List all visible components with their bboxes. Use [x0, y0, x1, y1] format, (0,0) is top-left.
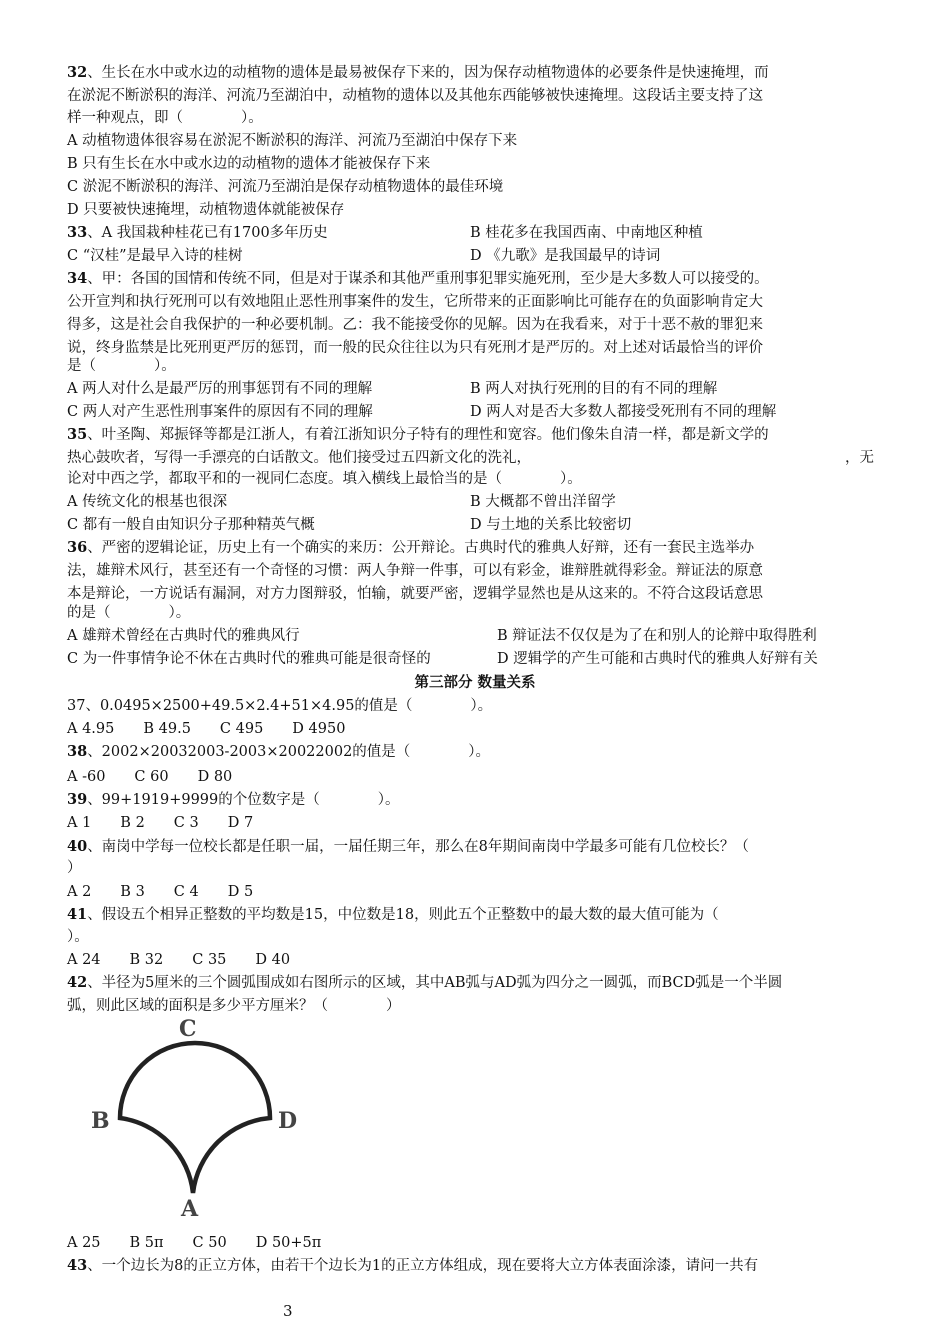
label-c: C — [179, 1018, 197, 1042]
q35-number: 35 — [67, 426, 88, 443]
q34-option-a: A 两人对什么是最严厉的刑事惩罚有不同的理解 — [67, 381, 373, 397]
q39-number: 39 — [67, 791, 88, 808]
q35-option-d: D 与土地的关系比较密切 — [470, 517, 632, 533]
q34-line-1: 34、甲：各国的国情和传统不同，但是对于谋杀和其他严重刑事犯罪实施死刑，至少是大多数人可以接受的。 — [67, 270, 769, 287]
q34-line-3: 得多，这是社会自我保护的一种必要机制。乙：我不能接受你的见解。因为在我看来，对于十恶不赦的罪犯来 — [67, 317, 763, 333]
q36-line-3: 本是辩论，一方说话有漏洞，对方力图辩驳，怕输，就要严密，逻辑学显然也是从这来的。不符合这段话意思 — [67, 586, 763, 602]
q34-option-c: C 两人对产生恶性刑事案件的原因有不同的理解 — [67, 404, 373, 420]
page-number: 3 — [283, 1302, 293, 1320]
q36-line-1: 36、严密的逻辑论证，历史上有一个确实的来历：公开辩论。古典时代的雅典人好辩，还有一套民主选举办 — [67, 539, 755, 556]
q41-number: 41 — [67, 906, 88, 923]
q38-number: 38 — [67, 743, 88, 760]
q35-line-3: 论对中西之学，都取平和的一视同仁态度。填入横线上最恰当的是（ ）。 — [67, 471, 582, 487]
q43-text: 43、一个边长为8的正立方体，由若干个边长为1的正立方体组成，现在要将大立方体表面涂漆，请问一共有 — [67, 1257, 759, 1274]
q35-option-b: B 大概都不曾出洋留学 — [470, 494, 616, 510]
q32-option-d: D 只要被快速掩埋，动植物遗体就能被保存 — [67, 202, 345, 218]
q33-option-d: D 《九歌》是我国最早的诗词 — [470, 248, 661, 264]
q41-text: 41、假设五个相异正整数的平均数是15，中位数是18，则此五个正整数中的最大数的最大值可能为（ — [67, 906, 719, 923]
label-d: D — [278, 1108, 298, 1134]
q43-number: 43 — [67, 1257, 88, 1274]
q34-line-5: 是（ ）。 — [67, 358, 176, 374]
q32-number: 32 — [67, 64, 88, 81]
q39-text: 39、99+1919+9999的个位数字是（ ）。 — [67, 791, 400, 808]
q33-number: 33 — [67, 224, 88, 241]
q36-option-d: D 逻辑学的产生可能和古典时代的雅典人好辩有关 — [497, 651, 818, 667]
q42-options: A 25 B 5π C 50 D 50+5π — [67, 1235, 322, 1251]
q32-option-a: A 动植物遗体很容易在淤泥不断淤积的海洋、河流乃至湖泊中保存下来 — [67, 133, 518, 149]
q36-number: 36 — [67, 539, 88, 556]
q36-line-2: 法，雄辩术风行，甚至还有一个奇怪的习惯：两人争辩一件事，可以有彩金，谁辩胜就得彩金。辩证法的原意 — [67, 563, 763, 579]
q33-option-a: 33、A 我国栽种桂花已有1700多年历史 — [67, 224, 328, 241]
q40-number: 40 — [67, 838, 88, 855]
q34-option-b: B 两人对执行死刑的目的有不同的理解 — [470, 381, 718, 397]
q35-line-2-tail: ，无 — [845, 450, 874, 466]
arc-region-figure — [85, 1018, 305, 1218]
label-a: A — [181, 1196, 199, 1218]
q36-line-4: 的是（ ）。 — [67, 605, 191, 621]
label-b: B — [91, 1108, 110, 1134]
q40-text: 40、南岗中学每一位校长都是任职一届，一届任期三年，那么在8年期间南岗中学最多可能有几位校长？（ — [67, 838, 749, 855]
q36-option-b: B 辩证法不仅仅是为了在和别人的论辩中取得胜利 — [497, 628, 817, 644]
q33-option-c: C “汉桂”是最早入诗的桂树 — [67, 248, 243, 264]
q38-options: A -60 C 60 D 80 — [67, 769, 233, 785]
q35-option-c: C 都有一般自由知识分子那种精英气概 — [67, 517, 315, 533]
q38-text: 38、2002×20032003-2003×20022002的值是（ ）。 — [67, 743, 491, 760]
q42-text: 42、半径为5厘米的三个圆弧围成如右图所示的区域，其中AB弧与AD弧为四分之一圆弧，而BCD弧是一个半圆 — [67, 974, 783, 991]
q42-text-2: 弧，则此区域的面积是多少平方厘米？（ ） — [67, 998, 401, 1014]
q32-line-3: 样一种观点，即（ ）。 — [67, 110, 263, 126]
section-title: 第三部分 数量关系 — [414, 674, 536, 691]
q32-option-b: B 只有生长在水中或水边的动植物的遗体才能被保存下来 — [67, 156, 431, 172]
q41-text-2: ）。 — [67, 929, 89, 945]
q32-line-1: 32、生长在水中或水边的动植物的遗体是最易被保存下来的，因为保存动植物遗体的必要条件是快速掩埋，而 — [67, 64, 769, 81]
q32-option-c: C 淤泥不断淤积的海洋、河流乃至湖泊是保存动植物遗体的最佳环境 — [67, 179, 504, 195]
q37-text: 37、0.0495×2500+49.5×2.4+51×4.95的值是（ ）。 — [67, 698, 493, 714]
q32-line-2: 在淤泥不断淤积的海洋、河流乃至湖泊中，动植物的遗体以及其他东西能够被快速掩埋。这段话主要支持了这 — [67, 88, 763, 104]
q34-line-4: 说，终身监禁是比死刑更严厉的惩罚，而一般的民众往往以为只有死刑才是严厉的。对上述对话最恰当的评价 — [67, 340, 763, 356]
q34-number: 34 — [67, 270, 88, 287]
q41-options: A 24 B 32 C 35 D 40 — [67, 952, 291, 968]
arc-region-outline — [120, 1043, 270, 1193]
q34-line-2: 公开宣判和执行死刑可以有效地阻止恶性刑事案件的发生，它所带来的正面影响比可能存在的负面影响肯定大 — [67, 294, 763, 310]
q40-text-2: ） — [67, 860, 82, 876]
q40-options: A 2 B 3 C 4 D 5 — [67, 884, 254, 900]
q35-line-1: 35、叶圣陶、郑振铎等都是江浙人，有着江浙知识分子特有的理性和宽容。他们像朱自清一样，都是新文学的 — [67, 426, 769, 443]
q34-option-d: D 两人对是否大多数人都接受死刑有不同的理解 — [470, 404, 777, 420]
q35-line-2: 热心鼓吹者，写得一手漂亮的白话散文。他们接受过五四新文化的洗礼， — [67, 450, 531, 466]
q35-option-a: A 传统文化的根基也很深 — [67, 494, 228, 510]
q37-options: A 4.95 B 49.5 C 495 D 4950 — [67, 721, 346, 737]
q33-option-b: B 桂花多在我国西南、中南地区种植 — [470, 225, 703, 241]
q36-option-a: A 雄辩术曾经在古典时代的雅典风行 — [67, 628, 300, 644]
q42-number: 42 — [67, 974, 88, 991]
q39-options: A 1 B 2 C 3 D 7 — [67, 815, 254, 831]
q36-option-c: C 为一件事情争论不休在古典时代的雅典可能是很奇怪的 — [67, 651, 431, 667]
